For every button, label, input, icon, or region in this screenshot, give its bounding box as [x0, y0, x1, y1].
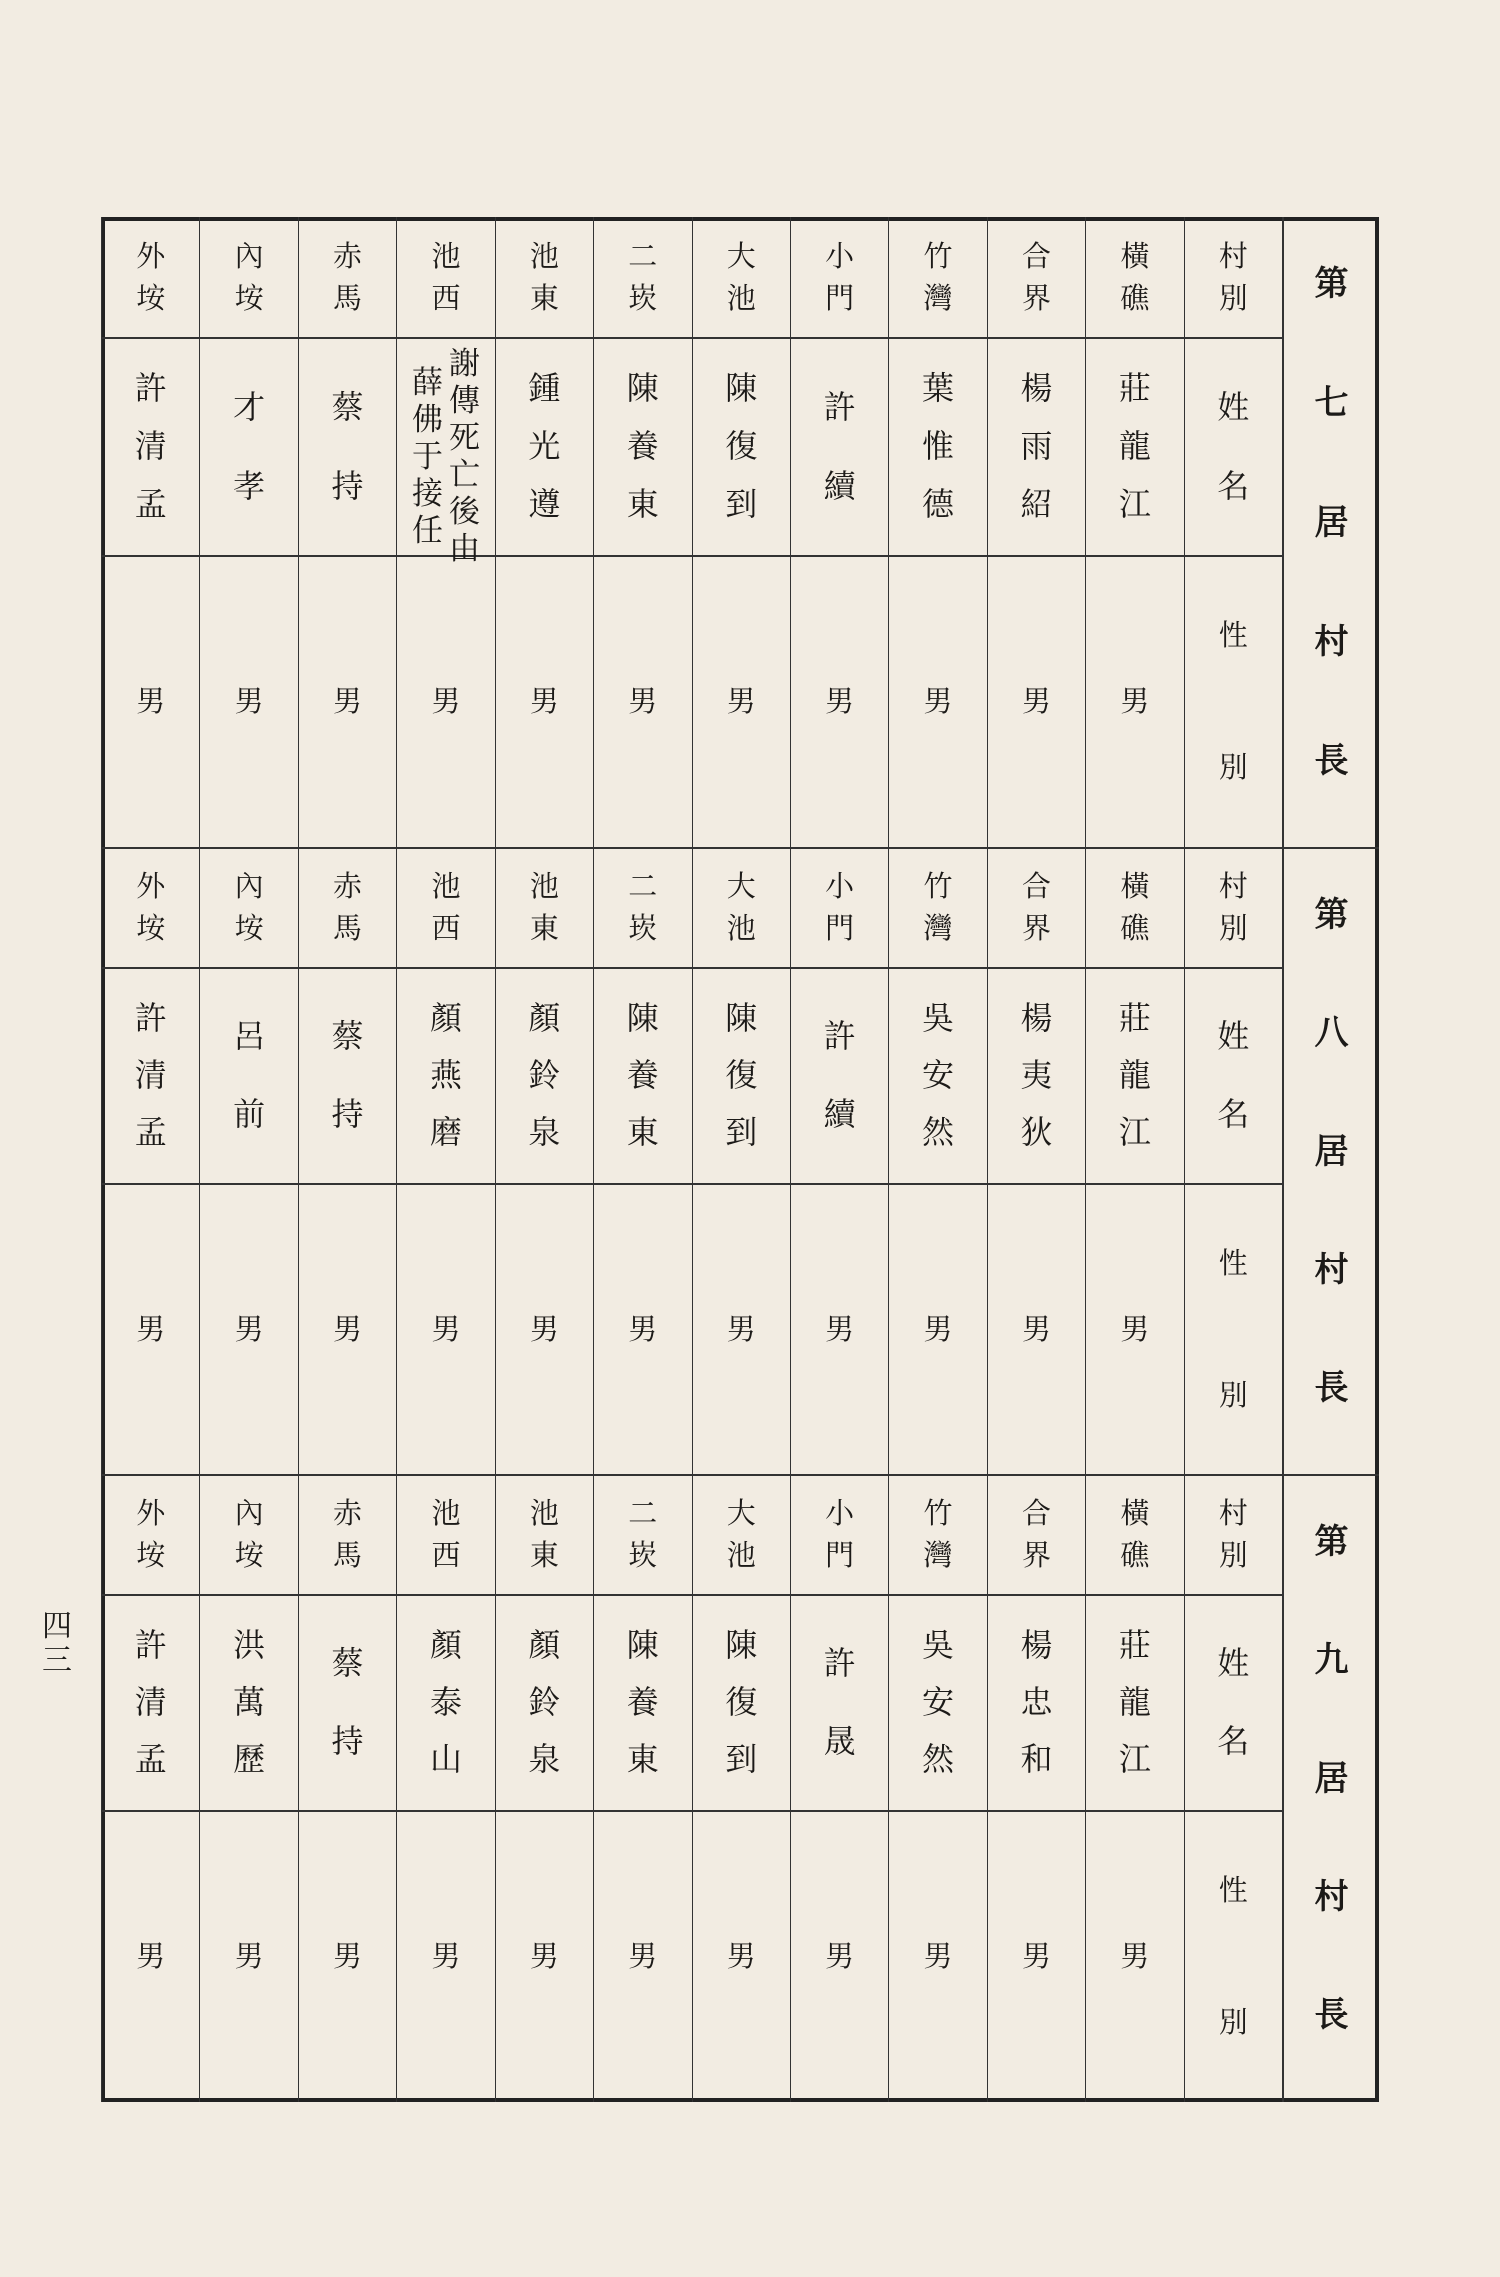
name-cell	[298, 967, 396, 1183]
village-cell	[199, 217, 297, 337]
village-cell	[593, 848, 691, 967]
village-cell	[790, 848, 888, 967]
gender-cell-text: 男	[726, 684, 756, 718]
header-village	[1184, 217, 1282, 337]
gender-cell-text: 男	[333, 1311, 363, 1346]
name-cell	[101, 967, 199, 1183]
village-cell	[1085, 1475, 1183, 1594]
name-cell	[495, 1594, 593, 1810]
name-cell	[987, 337, 1085, 555]
name-cell-text: 顏 泰 山	[429, 1625, 462, 1779]
gender-cell	[1085, 1810, 1183, 2102]
gender-cell	[495, 1183, 593, 1475]
header-name-text: 姓 名	[1217, 387, 1250, 505]
village-cell	[495, 1475, 593, 1594]
village-cell-text: 小 門	[825, 238, 855, 315]
name-cell	[101, 1594, 199, 1810]
gender-cell	[101, 1810, 199, 2102]
gender-cell-text: 男	[825, 1311, 855, 1346]
name-cell-text: 蔡 持	[331, 387, 364, 505]
section-title-text: 第 八 居 村 長	[1314, 895, 1349, 1408]
name-cell-text: 楊 雨 紹	[1020, 369, 1053, 523]
gender-cell-text: 男	[234, 1938, 264, 1973]
gender-cell	[987, 1183, 1085, 1475]
name-cell	[888, 1594, 986, 1810]
gender-cell-text: 男	[529, 1938, 559, 1973]
village-cell	[593, 217, 691, 337]
gender-cell-text: 男	[726, 1311, 756, 1346]
name-cell-text: 蔡 持	[331, 1644, 364, 1760]
name-cell	[790, 1594, 888, 1810]
village-cell-text: 外 垵	[136, 1496, 166, 1572]
name-cell	[1085, 967, 1183, 1183]
gender-cell-text: 男	[333, 684, 363, 718]
name-cell	[396, 1594, 494, 1810]
name-cell	[692, 337, 790, 555]
village-cell-text: 外 垵	[136, 869, 166, 945]
name-cell	[593, 967, 691, 1183]
name-cell-text: 吳 安 然	[922, 998, 955, 1152]
gender-cell	[790, 1810, 888, 2102]
village-cell	[987, 1475, 1085, 1594]
village-cell-text: 池 西	[431, 238, 461, 315]
village-cell	[692, 1475, 790, 1594]
header-village-text: 村 別	[1218, 238, 1248, 315]
village-cell	[396, 1475, 494, 1594]
section-title	[1284, 895, 1379, 1408]
name-cell-text: 許 清 孟	[134, 1625, 167, 1779]
gender-cell	[199, 1183, 297, 1475]
gender-cell-text: 男	[234, 684, 264, 718]
section-title-text: 第 七 居 村 長	[1314, 264, 1349, 781]
gender-cell	[1085, 555, 1183, 848]
name-cell	[888, 967, 986, 1183]
name-cell-text: 鍾 光 遵	[528, 369, 561, 523]
page-number-text: 四 三	[42, 1609, 72, 1678]
header-village-text: 村 別	[1218, 1496, 1248, 1572]
header-village	[1184, 848, 1282, 967]
gender-cell	[396, 555, 494, 848]
name-cell-text: 顏 鈴 泉	[528, 998, 561, 1152]
gender-cell-text: 男	[726, 1938, 756, 1973]
village-cell	[692, 848, 790, 967]
gender-cell-text: 男	[628, 684, 658, 718]
name-cell-text: 許 續	[823, 1017, 856, 1133]
village-cell-text: 赤 馬	[333, 869, 363, 945]
gender-cell	[692, 1183, 790, 1475]
header-gender	[1184, 1810, 1282, 2102]
special-name-line-1: 謝 傳 死 亡 後 由	[448, 346, 480, 567]
gender-cell	[790, 555, 888, 848]
gender-cell	[1085, 1183, 1183, 1475]
name-cell-text: 洪 萬 歷	[233, 1625, 266, 1779]
gender-cell-text: 男	[1120, 1938, 1150, 1973]
name-cell	[1085, 1594, 1183, 1810]
village-cell	[1085, 848, 1183, 967]
village-cell	[987, 848, 1085, 967]
village-cell	[888, 1475, 986, 1594]
name-cell	[199, 337, 297, 555]
village-cell	[790, 217, 888, 337]
village-cell	[495, 217, 593, 337]
gender-cell-text: 男	[825, 684, 855, 718]
village-cell	[298, 217, 396, 337]
gender-cell-text: 男	[1021, 1938, 1051, 1973]
gender-cell-text: 男	[1021, 1311, 1051, 1346]
name-cell-text: 陳 復 到	[725, 1625, 758, 1779]
name-cell	[888, 337, 986, 555]
village-cell	[790, 1475, 888, 1594]
village-cell	[888, 217, 986, 337]
gender-cell-text: 男	[1021, 684, 1051, 718]
name-cell-text: 楊 夷 狄	[1020, 998, 1053, 1152]
village-cell	[495, 848, 593, 967]
name-cell-text: 葉 惟 德	[922, 369, 955, 523]
header-gender	[1184, 1183, 1282, 1475]
village-cell-text: 內 垵	[234, 1496, 264, 1572]
gender-cell	[396, 1810, 494, 2102]
village-cell-text: 大 池	[726, 869, 756, 945]
name-cell	[987, 1594, 1085, 1810]
gender-cell	[593, 1810, 691, 2102]
village-cell-text: 內 垵	[234, 238, 264, 315]
name-cell	[199, 1594, 297, 1810]
gender-cell-text: 男	[529, 1311, 559, 1346]
name-cell-text: 吳 安 然	[922, 1625, 955, 1779]
village-cell-text: 池 東	[529, 238, 559, 315]
gender-cell-text: 男	[628, 1311, 658, 1346]
header-village-text: 村 別	[1218, 869, 1248, 945]
village-cell-text: 竹 灣	[923, 1496, 953, 1572]
gender-cell-text: 男	[333, 1938, 363, 1973]
gender-cell	[593, 1183, 691, 1475]
village-cell	[396, 848, 494, 967]
gender-cell-text: 男	[1120, 684, 1150, 718]
gender-cell	[396, 1183, 494, 1475]
gender-cell-text: 男	[431, 1311, 461, 1346]
name-cell-text: 顏 鈴 泉	[528, 1625, 561, 1779]
village-cell-text: 外 垵	[136, 238, 166, 315]
header-gender-text: 性 別	[1218, 1872, 1248, 2039]
village-cell-text: 合 界	[1021, 1496, 1051, 1572]
village-cell	[1085, 217, 1183, 337]
gender-cell-text: 男	[923, 1311, 953, 1346]
village-cell	[101, 217, 199, 337]
section-title	[1284, 1522, 1379, 2035]
name-cell-text: 才 孝	[233, 387, 266, 505]
gender-cell	[593, 555, 691, 848]
village-cell	[298, 848, 396, 967]
name-cell	[790, 967, 888, 1183]
header-gender-text: 性 別	[1218, 1245, 1248, 1412]
name-cell-text: 許 晟	[823, 1644, 856, 1760]
name-cell-text: 莊 龍 江	[1118, 1625, 1151, 1779]
gender-cell	[101, 555, 199, 848]
village-cell-text: 合 界	[1021, 238, 1051, 315]
name-cell-text: 陳 養 東	[626, 369, 659, 523]
village-cell-text: 池 東	[529, 869, 559, 945]
village-cell-text: 池 東	[529, 1496, 559, 1572]
name-cell-text: 顏 燕 磨	[429, 998, 462, 1152]
name-cell	[101, 337, 199, 555]
name-cell	[593, 1594, 691, 1810]
village-cell-text: 竹 灣	[923, 238, 953, 315]
gender-cell-text: 男	[628, 1938, 658, 1973]
header-name-text: 姓 名	[1217, 1017, 1250, 1133]
village-cell	[593, 1475, 691, 1594]
name-cell-text: 陳 復 到	[725, 998, 758, 1152]
village-cell-text: 池 西	[431, 869, 461, 945]
page-number	[42, 1609, 72, 1678]
gender-cell-text: 男	[529, 684, 559, 718]
name-cell-text: 蔡 持	[331, 1017, 364, 1133]
village-cell-text: 二 崁	[628, 869, 658, 945]
gender-cell-text: 男	[136, 1938, 166, 1973]
village-cell	[199, 1475, 297, 1594]
name-cell	[987, 967, 1085, 1183]
name-cell	[593, 337, 691, 555]
header-name-text: 姓 名	[1217, 1644, 1250, 1760]
name-cell	[495, 337, 593, 555]
name-cell-text: 陳 養 東	[626, 998, 659, 1152]
village-cell	[692, 217, 790, 337]
village-cell-text: 小 門	[825, 1496, 855, 1572]
village-cell-text: 橫 礁	[1120, 1496, 1150, 1572]
name-cell	[692, 967, 790, 1183]
gender-cell-text: 男	[234, 1311, 264, 1346]
village-cell-text: 小 門	[825, 869, 855, 945]
gender-cell	[790, 1183, 888, 1475]
gender-cell-text: 男	[431, 1938, 461, 1973]
name-cell-text: 陳 養 東	[626, 1625, 659, 1779]
village-cell-text: 二 崁	[628, 238, 658, 315]
name-cell-text: 許 清 孟	[134, 998, 167, 1152]
section-title-text: 第 九 居 村 長	[1314, 1522, 1349, 2035]
gender-cell	[692, 1810, 790, 2102]
name-cell-text: 楊 忠 和	[1020, 1625, 1053, 1779]
gender-cell	[199, 1810, 297, 2102]
name-cell	[1085, 337, 1183, 555]
village-cell-text: 合 界	[1021, 869, 1051, 945]
gender-cell	[101, 1183, 199, 1475]
header-gender-text: 性 別	[1218, 617, 1248, 785]
gender-cell-text: 男	[136, 1311, 166, 1346]
village-cell	[199, 848, 297, 967]
village-cell-text: 赤 馬	[333, 1496, 363, 1572]
special-name-line-2: 薛 佛 于 接 任	[411, 364, 443, 549]
gender-cell-text: 男	[923, 1938, 953, 1973]
gender-cell	[298, 555, 396, 848]
gender-cell	[987, 555, 1085, 848]
gender-cell-text: 男	[923, 684, 953, 718]
gender-cell-text: 男	[431, 684, 461, 718]
name-cell	[692, 1594, 790, 1810]
header-village	[1184, 1475, 1282, 1594]
name-cell-text: 許 續	[823, 387, 856, 505]
gender-cell-text: 男	[1120, 1311, 1150, 1346]
gender-cell	[495, 1810, 593, 2102]
name-cell-text: 莊 龍 江	[1118, 998, 1151, 1152]
header-name	[1184, 337, 1282, 555]
village-cell-text: 二 崁	[628, 1496, 658, 1572]
name-cell	[199, 967, 297, 1183]
name-cell	[790, 337, 888, 555]
name-cell-text: 陳 復 到	[725, 369, 758, 523]
village-cell-text: 大 池	[726, 238, 756, 315]
header-gender	[1184, 555, 1282, 848]
village-cell-text: 大 池	[726, 1496, 756, 1572]
name-cell	[396, 967, 494, 1183]
header-name	[1184, 1594, 1282, 1810]
gender-cell	[199, 555, 297, 848]
name-cell-text: 呂 前	[233, 1017, 266, 1133]
village-cell-text: 橫 礁	[1120, 869, 1150, 945]
village-cell	[101, 1475, 199, 1594]
village-cell-text: 赤 馬	[333, 238, 363, 315]
gender-cell	[298, 1183, 396, 1475]
section-title	[1284, 264, 1379, 781]
gender-cell	[888, 555, 986, 848]
name-cell	[495, 967, 593, 1183]
village-cell	[396, 217, 494, 337]
name-cell	[396, 337, 494, 567]
village-cell	[101, 848, 199, 967]
village-cell	[888, 848, 986, 967]
village-cell	[987, 217, 1085, 337]
village-cell	[298, 1475, 396, 1594]
name-cell	[298, 337, 396, 555]
gender-cell-text: 男	[825, 1938, 855, 1973]
gender-cell-text: 男	[136, 684, 166, 718]
gender-cell	[987, 1810, 1085, 2102]
gender-cell	[298, 1810, 396, 2102]
gender-cell	[888, 1810, 986, 2102]
name-cell-text: 莊 龍 江	[1118, 369, 1151, 523]
gender-cell	[888, 1183, 986, 1475]
village-cell-text: 竹 灣	[923, 869, 953, 945]
name-cell	[298, 1594, 396, 1810]
village-cell-text: 池 西	[431, 1496, 461, 1572]
village-cell-text: 橫 礁	[1120, 238, 1150, 315]
village-cell-text: 內 垵	[234, 869, 264, 945]
gender-cell	[692, 555, 790, 848]
name-cell-text: 許 清 孟	[134, 369, 167, 523]
header-name	[1184, 967, 1282, 1183]
gender-cell	[495, 555, 593, 848]
